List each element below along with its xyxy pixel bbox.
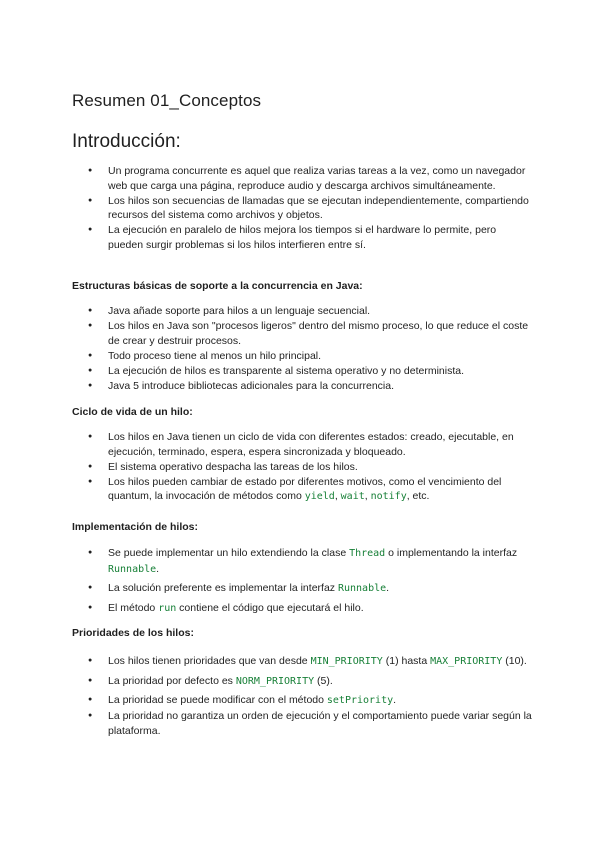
- ciclo-section: [72, 405, 532, 505]
- code-notify: notify: [370, 491, 407, 503]
- estructuras-section: [72, 279, 532, 394]
- code-min-priority: MIN_PRIORITY: [310, 656, 383, 667]
- subheading-estructuras: Estructuras básicas de soporte a la concurrencia en Java:: [72, 280, 363, 292]
- implementacion-list: [72, 546, 532, 616]
- code-norm-priority: NORM_PRIORITY: [235, 675, 315, 687]
- estructuras-list: [72, 304, 532, 394]
- ciclo-list: [72, 430, 532, 505]
- item-text: Se puede implementar un hilo extendiendo la clase: [108, 547, 350, 559]
- list-item: [72, 693, 532, 709]
- list-item: ● Los hilos en Java tienen un ciclo de vida con diferentes estados: creado, ejecutable, en ejecución, terminado, espera, espera sincronizada y bloqueado.: [72, 430, 532, 459]
- list-item: [72, 674, 532, 690]
- item-text: .: [393, 694, 397, 707]
- code-wait: wait: [340, 491, 365, 503]
- code-yield: yield: [304, 491, 335, 503]
- item-text: El método: [108, 601, 159, 614]
- list-item: [72, 546, 532, 577]
- list-item: [72, 581, 532, 597]
- list-item: ● La ejecución de hilos es transparente al sistema operativo y no determinista.: [72, 364, 532, 379]
- document-title: Resumen 01_Conceptos: [72, 91, 262, 110]
- list-item: ● Los hilos son secuencias de llamadas que se ejecutan independientemente, compartiendo recursos del sistema como archivos y objetos.: [72, 194, 532, 223]
- subheading-ciclo: Ciclo de vida de un hilo:: [72, 406, 193, 418]
- item-text: , etc.: [406, 490, 430, 503]
- section-title-introduccion: Introducción:: [72, 131, 181, 152]
- item-text: (10).: [502, 655, 527, 667]
- list-item: [72, 601, 532, 617]
- subheading-implementacion: Implementación de hilos:: [72, 521, 199, 533]
- list-item: [72, 475, 532, 505]
- list-item: ● El sistema operativo despacha las tareas de los hilos.: [72, 460, 532, 475]
- item-text: contiene el código que ejecutará el hilo.: [176, 601, 364, 614]
- prioridades-section: [72, 626, 532, 739]
- item-text: .: [386, 582, 390, 595]
- list-item: ● Java 5 introduce bibliotecas adicionales para la concurrencia.: [72, 379, 532, 394]
- item-text: La solución preferente es implementar la interfaz: [108, 582, 338, 595]
- code-setpriority: setPriority: [326, 695, 394, 707]
- prioridades-list: [72, 654, 532, 738]
- list-item: ● Todo proceso tiene al menos un hilo principal.: [72, 349, 532, 364]
- list-item: ● Los hilos en Java son "procesos ligeros" dentro del mismo proceso, lo que reduce el coste de crear y destruir procesos.: [72, 319, 532, 348]
- item-separator: ,: [334, 490, 341, 503]
- item-text: La prioridad se puede modificar con el método: [108, 694, 327, 707]
- item-text: Los hilos tienen prioridades que van desde: [108, 655, 311, 667]
- item-text: o implementando la interfaz: [385, 547, 518, 559]
- code-run: run: [158, 602, 177, 614]
- implementacion-section: [72, 520, 532, 617]
- code-runnable: Runnable: [337, 583, 387, 595]
- code-thread: Thread: [349, 548, 386, 559]
- item-text: (5).: [314, 674, 333, 687]
- item-text: (1) hasta: [382, 655, 431, 667]
- item-separator: ,: [364, 490, 371, 503]
- list-item: ● Un programa concurrente es aquel que realiza varias tareas a la vez, como un navegador web que carga una página, reproduce audio y descarga archivos simultáneamente.: [72, 164, 532, 193]
- intro-list: [72, 164, 532, 253]
- list-item: ● Java añade soporte para hilos a un lenguaje secuencial.: [72, 304, 532, 319]
- list-item: [72, 654, 532, 670]
- item-text: Los hilos pueden cambiar de estado por diferentes motivos, como el vencimiento del quantum, la invocación de métodos como: [108, 475, 502, 503]
- code-max-priority: MAX_PRIORITY: [430, 656, 503, 667]
- item-text: La prioridad por defecto es: [108, 674, 236, 687]
- list-item: ● La prioridad no garantiza un orden de ejecución y el comportamiento puede variar según la plataforma.: [72, 709, 532, 738]
- subheading-prioridades: Prioridades de los hilos:: [72, 627, 194, 639]
- list-item: ● La ejecución en paralelo de hilos mejora los tiempos si el hardware lo permite, pero pueden surgir problemas si los hilos interfieren entre sí.: [72, 223, 532, 252]
- intro-section: [72, 164, 532, 253]
- code-runnable: Runnable: [108, 563, 157, 575]
- item-text: .: [156, 562, 160, 575]
